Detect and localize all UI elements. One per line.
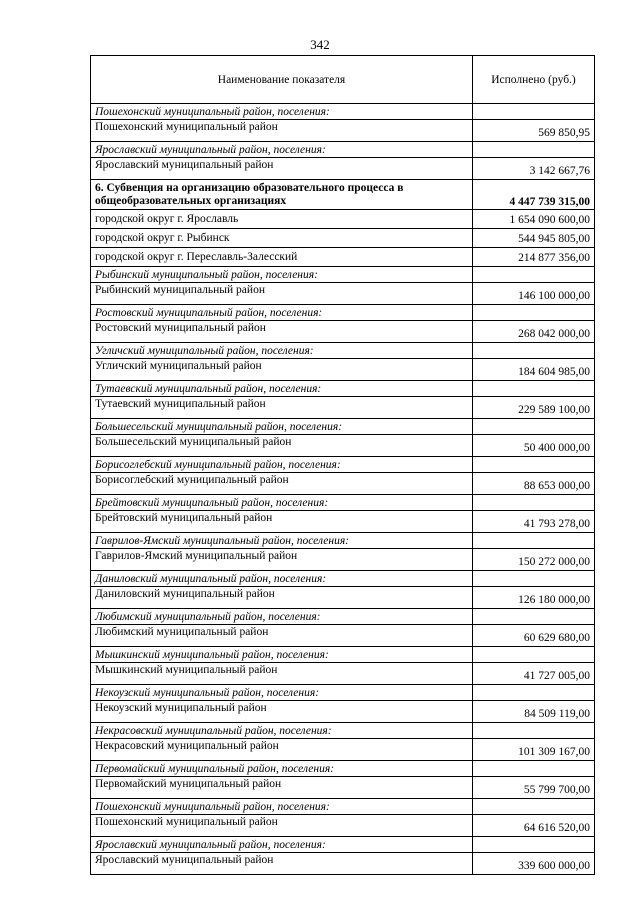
- row-name-cell: городской округ г. Рыбинск: [91, 229, 473, 248]
- row-amount-cell: 41 793 278,00: [473, 511, 595, 533]
- table-row: [91, 739, 595, 761]
- table-subheading-row: [91, 799, 595, 815]
- row-amount-cell: 146 100 000,00: [473, 283, 595, 305]
- row-name-cell: Тутаевский муниципальный район, поселения:: [91, 381, 473, 397]
- table-subheading-row: [91, 761, 595, 777]
- row-amount-cell: [473, 381, 595, 397]
- row-name-cell: Тутаевский муниципальный район: [91, 397, 473, 419]
- row-name-cell: Борисоглебский муниципальный район, поселения:: [91, 457, 473, 473]
- row-amount-cell: 569 850,95: [473, 120, 595, 142]
- row-name-cell: Гаврилов-Ямский муниципальный район, поселения:: [91, 533, 473, 549]
- row-amount-cell: 50 400 000,00: [473, 435, 595, 457]
- row-amount-cell: [473, 533, 595, 549]
- row-amount-cell: 126 180 000,00: [473, 587, 595, 609]
- table-row: [91, 229, 595, 248]
- table-subheading-row: [91, 419, 595, 435]
- table-subheading-row: [91, 685, 595, 701]
- row-name-cell: Угличский муниципальный район: [91, 359, 473, 381]
- table-row: [91, 663, 595, 685]
- page-number: 342: [310, 37, 330, 52]
- row-name-cell: Некоузский муниципальный район: [91, 701, 473, 723]
- header-row: [91, 56, 595, 104]
- row-name-cell: Некоузский муниципальный район, поселения:: [91, 685, 473, 701]
- row-name-cell: Ярославский муниципальный район: [91, 853, 473, 875]
- row-amount-cell: [473, 723, 595, 739]
- table-row: [91, 853, 595, 875]
- row-amount-cell: 229 589 100,00: [473, 397, 595, 419]
- table-row: [91, 625, 595, 647]
- row-name-cell: Ярославский муниципальный район: [91, 158, 473, 180]
- row-name-cell: Ростовский муниципальный район, поселения:: [91, 305, 473, 321]
- row-amount-cell: [473, 799, 595, 815]
- row-name-cell: Брейтовский муниципальный район, поселения:: [91, 495, 473, 511]
- row-name-cell: Ростовский муниципальный район: [91, 321, 473, 343]
- table-row: [91, 511, 595, 533]
- table-subheading-row: [91, 609, 595, 625]
- row-name-cell: 6. Субвенция на организацию образовательного процесса в общеобразовательных организациях: [91, 180, 473, 210]
- table-row: [91, 397, 595, 419]
- row-amount-cell: 1 654 090 600,00: [473, 210, 595, 229]
- row-amount-cell: 150 272 000,00: [473, 549, 595, 571]
- table-subheading-row: [91, 495, 595, 511]
- table-header: [91, 56, 595, 104]
- row-amount-cell: [473, 837, 595, 853]
- row-name-cell: Пошехонский муниципальный район, поселения:: [91, 799, 473, 815]
- row-amount-cell: [473, 104, 595, 120]
- row-amount-cell: 88 653 000,00: [473, 473, 595, 495]
- row-amount-cell: 84 509 119,00: [473, 701, 595, 723]
- table-subheading-row: [91, 533, 595, 549]
- row-amount-cell: [473, 457, 595, 473]
- table-row: [91, 359, 595, 381]
- table-section-row: [91, 180, 595, 210]
- table-row: [91, 248, 595, 267]
- table-row: [91, 587, 595, 609]
- row-amount-cell: 544 945 805,00: [473, 229, 595, 248]
- column-header-amount: Исполнено (руб.): [473, 56, 595, 104]
- table-row: [91, 120, 595, 142]
- row-amount-cell: [473, 419, 595, 435]
- table-row: [91, 210, 595, 229]
- row-name-cell: Пошехонский муниципальный район, поселения:: [91, 104, 473, 120]
- row-amount-cell: [473, 685, 595, 701]
- table-subheading-row: [91, 571, 595, 587]
- table-row: [91, 777, 595, 799]
- table-row: [91, 283, 595, 305]
- table-row: [91, 158, 595, 180]
- row-amount-cell: 64 616 520,00: [473, 815, 595, 837]
- row-amount-cell: 101 309 167,00: [473, 739, 595, 761]
- row-amount-cell: [473, 305, 595, 321]
- row-name-cell: Мышкинский муниципальный район: [91, 663, 473, 685]
- row-name-cell: Рыбинский муниципальный район: [91, 283, 473, 305]
- table-subheading-row: [91, 723, 595, 739]
- table-subheading-row: [91, 457, 595, 473]
- row-name-cell: Ярославский муниципальный район, поселения:: [91, 837, 473, 853]
- row-amount-cell: [473, 647, 595, 663]
- table-row: [91, 321, 595, 343]
- row-name-cell: Брейтовский муниципальный район: [91, 511, 473, 533]
- row-amount-cell: 60 629 680,00: [473, 625, 595, 647]
- table-subheading-row: [91, 104, 595, 120]
- table-subheading-row: [91, 267, 595, 283]
- row-amount-cell: [473, 571, 595, 587]
- row-name-cell: Большесельский муниципальный район, поселения:: [91, 419, 473, 435]
- table-subheading-row: [91, 381, 595, 397]
- row-name-cell: Некрасовский муниципальный район, поселения:: [91, 723, 473, 739]
- table-row: [91, 701, 595, 723]
- row-amount-cell: 268 042 000,00: [473, 321, 595, 343]
- table-row: [91, 473, 595, 495]
- row-name-cell: городской округ г. Ярославль: [91, 210, 473, 229]
- row-amount-cell: [473, 609, 595, 625]
- row-amount-cell: [473, 343, 595, 359]
- row-amount-cell: 184 604 985,00: [473, 359, 595, 381]
- report-table: [90, 55, 595, 875]
- table-subheading-row: [91, 142, 595, 158]
- table-row: [91, 435, 595, 457]
- row-name-cell: Пошехонский муниципальный район: [91, 815, 473, 837]
- table-subheading-row: [91, 647, 595, 663]
- row-amount-cell: [473, 495, 595, 511]
- row-amount-cell: [473, 142, 595, 158]
- row-name-cell: Рыбинский муниципальный район, поселения:: [91, 267, 473, 283]
- row-amount-cell: [473, 761, 595, 777]
- row-name-cell: Первомайский муниципальный район: [91, 777, 473, 799]
- row-name-cell: Любимский муниципальный район, поселения:: [91, 609, 473, 625]
- table-row: [91, 549, 595, 571]
- row-amount-cell: 3 142 667,76: [473, 158, 595, 180]
- row-name-cell: Угличский муниципальный район, поселения:: [91, 343, 473, 359]
- row-amount-cell: 214 877 356,00: [473, 248, 595, 267]
- row-name-cell: Первомайский муниципальный район, поселения:: [91, 761, 473, 777]
- row-amount-cell: [473, 267, 595, 283]
- row-name-cell: Даниловский муниципальный район: [91, 587, 473, 609]
- table-body: [91, 104, 595, 875]
- row-name-cell: Большесельский муниципальный район: [91, 435, 473, 457]
- row-amount-cell: 4 447 739 315,00: [473, 180, 595, 210]
- row-amount-cell: 55 799 700,00: [473, 777, 595, 799]
- row-amount-cell: 339 600 000,00: [473, 853, 595, 875]
- table-row: [91, 815, 595, 837]
- row-name-cell: Даниловский муниципальный район, поселения:: [91, 571, 473, 587]
- row-name-cell: Любимский муниципальный район: [91, 625, 473, 647]
- row-name-cell: городской округ г. Переславль-Залесский: [91, 248, 473, 267]
- row-name-cell: Ярославский муниципальный район, поселения:: [91, 142, 473, 158]
- row-name-cell: Пошехонский муниципальный район: [91, 120, 473, 142]
- row-name-cell: Некрасовский муниципальный район: [91, 739, 473, 761]
- column-header-name: Наименование показателя: [91, 56, 473, 104]
- table-subheading-row: [91, 305, 595, 321]
- table-subheading-row: [91, 837, 595, 853]
- row-name-cell: Борисоглебский муниципальный район: [91, 473, 473, 495]
- table-subheading-row: [91, 343, 595, 359]
- row-name-cell: Гаврилов-Ямский муниципальный район: [91, 549, 473, 571]
- row-amount-cell: 41 727 005,00: [473, 663, 595, 685]
- row-name-cell: Мышкинский муниципальный район, поселения:: [91, 647, 473, 663]
